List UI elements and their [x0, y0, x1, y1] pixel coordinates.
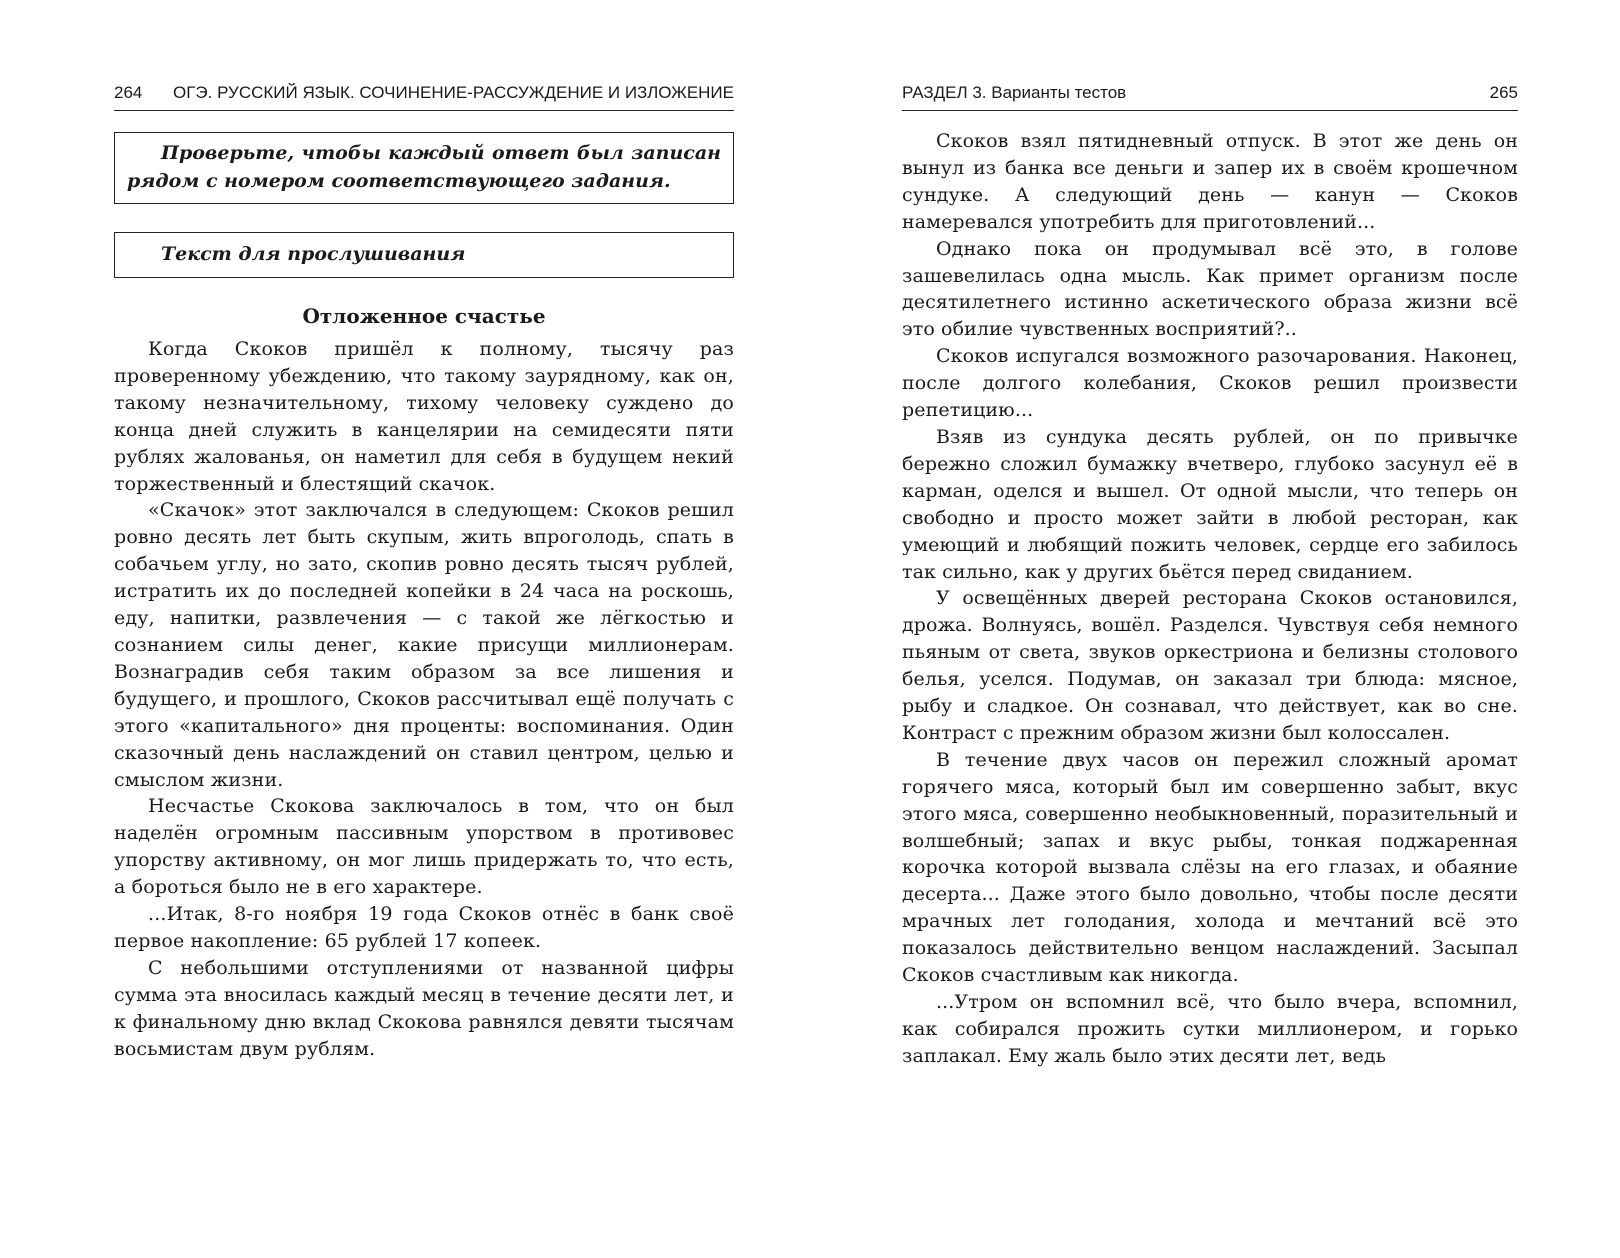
running-title: РАЗДЕЛ 3. Варианты тестов	[902, 83, 1127, 102]
running-title: ОГЭ. РУССКИЙ ЯЗЫК. СОЧИНЕНИЕ-РАССУЖДЕНИЕ И ИЗЛОЖЕНИЕ	[172, 83, 734, 102]
right-page	[902, 0, 1518, 1258]
paragraph: Несчастье Скокова заключалось в том, что он был наделён огромным пассивным упорством в противовес упорству активному, он мог лишь придержать то, что есть, а бороться было не в его характере.	[114, 795, 734, 899]
left-page-text	[114, 336, 734, 1062]
paragraph: «Скачок» этот заключался в следующем: Скоков решил ровно десять лет быть скупым, жить впроголодь, спать в собачьем углу, но зато, скопив ровно десять тысяч рублей, истратить их до последней копейки в 24 часа на роскошь, еду, напитки, развлечения — с такой же лёгкостью и сознанием силы денег, какие присущи миллионерам. Вознаградив себя таким образом за все лишения и будущего, и прошлого, Скоков рассчитывал ещё получать с этого «капитального» дня проценты: воспоминания. Один сказочный день наслаждений он ставил центром, целью и смыслом жизни.	[114, 499, 734, 791]
left-page	[114, 0, 734, 1258]
notice-box: Проверьте, чтобы каждый ответ был записан рядом с номером соответствующего задания.	[114, 132, 734, 204]
paragraph: Однако пока он продумывал всё это, в голове зашевелилась одна мысль. Как примет организм после десятилетнего истинно аскетического образа жизни всё это обилие чувственных восприятий?..	[902, 237, 1518, 341]
section-label-box: Текст для прослушивания	[114, 232, 734, 278]
paragraph: Скоков взял пятидневный отпуск. В этот же день он вынул из банка все деньги и запер их в своём крошечном сундуке. А следующий день — канун — Скоков намеревался употребить для приготовлений...	[902, 130, 1518, 233]
page-number: 265	[1489, 83, 1518, 102]
paragraph: Взяв из сундука десять рублей, он по привычке бережно сложил бумажку вчетверо, глубоко засунул её в карман, оделся и вышел. От одной мысли, что теперь он свободно и просто может зайти в любой ресторан, как умеющий и любящий пожить человек, сердце его забилось так сильно, как у других бьётся перед свиданием.	[902, 425, 1518, 583]
paragraph: Скоков испугался возможного разочарования. Наконец, после долгого колебания, Скоков решил произвести репетицию...	[902, 345, 1518, 422]
paragraph: Когда Скоков пришёл к полному, тысячу раз проверенному убеждению, что такому заурядному, как он, такому незначительному, тихому человеку суждено до конца дней служить в канцелярии на семидесяти пяти рублях жалованья, он наметил для себя в будущем некий торжественный и блестящий скачок.	[114, 338, 734, 495]
left-page-header	[114, 80, 734, 111]
story-title: Отложенное счастье	[302, 304, 546, 328]
paragraph: С небольшими отступлениями от названной цифры сумма эта вносилась каждый месяц в течение десяти лет, и к финальному дню вклад Скокова равнялся девяти тысячам восьмистам двум рублям.	[114, 956, 734, 1060]
paragraph: У освещённых дверей ресторана Скоков остановился, дрожа. Волнуясь, вошёл. Разделся. Чувствуя себя немного пьяным от света, звуков оркестриона и белизны столового белья, уселся. Подумав, он заказал три блюда: мясное, рыбу и сладкое. Он сознавал, что действует, как во сне. Контраст с прежним образом жизни был колоссален.	[902, 587, 1518, 744]
page-number: 264	[114, 83, 143, 102]
right-page-text	[902, 128, 1518, 1070]
paragraph: В течение двух часов он пережил сложный аромат горячего мяса, который был им совершенно забыт, вкус этого мяса, совершенно необыкновенный, поразительный и волшебный; запах и вкус рыбы, тонкая поджаренная корочка которой вызвала слёзы на его глазах, и обаяние десерта... Даже этого было довольно, чтобы после десяти мрачных лет голодания, холода и мечтаний всё это показалось действительно венцом наслаждений. Засыпал Скоков счастливым как никогда.	[902, 748, 1518, 987]
paragraph: ...Утром он вспомнил всё, что было вчера, вспомнил, как собирался прожить сутки миллионером, и горько заплакал. Ему жаль было этих десяти лет, ведь	[902, 991, 1518, 1067]
right-page-header	[902, 80, 1518, 111]
paragraph: ...Итак, 8-го ноября 19 года Скоков отнёс в банк своё первое накопление: 65 рублей 17 копеек.	[114, 903, 734, 952]
